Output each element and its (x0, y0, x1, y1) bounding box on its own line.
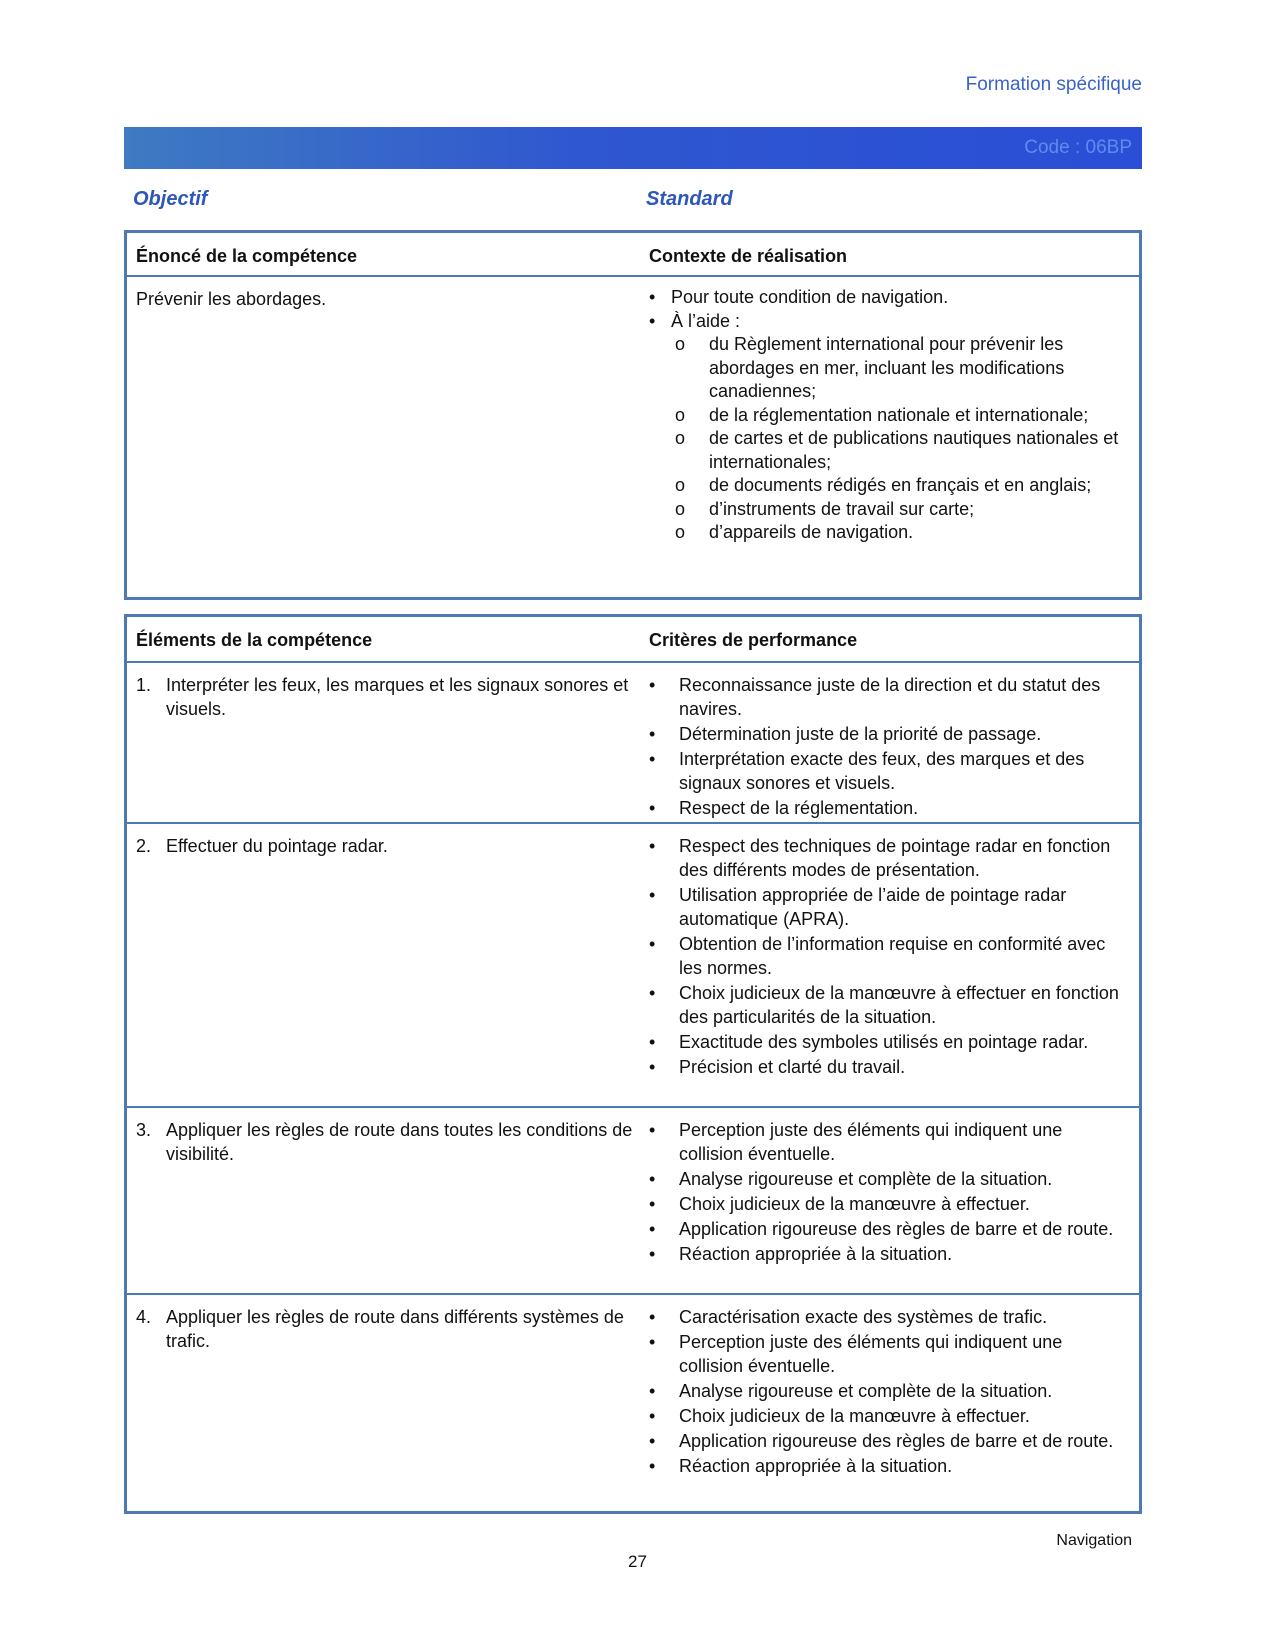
element-text (136, 1118, 636, 1166)
footer-section: Navigation (1056, 1532, 1132, 1549)
criterion-item: • Réaction appropriée à la situation. (649, 1242, 1127, 1266)
criterion-item: • Analyse rigoureuse et complète de la situation. (649, 1167, 1127, 1191)
context-item-label: À l’aide : (671, 311, 741, 331)
element-text (136, 1305, 636, 1353)
element-number: 2. (136, 836, 152, 856)
competency-statement: Prévenir les abordages. (136, 289, 327, 309)
criterion-item: • Choix judicieux de la manœuvre à effectuer. (649, 1192, 1127, 1216)
aid-item: o du Règlement international pour prévenir les abordages en mer, incluant les modifications canadiennes; (671, 333, 1127, 404)
criteria-list (649, 1118, 1127, 1266)
context-list (649, 285, 1127, 545)
context-item (649, 309, 1127, 333)
element-row (127, 824, 1139, 1108)
competency-body-row (127, 277, 1139, 597)
element-label: Appliquer les règles de route dans différents systèmes de trafic. (166, 1307, 624, 1351)
criterion-item: • Analyse rigoureuse et complète de la situation. (649, 1379, 1127, 1403)
criterion-item: • Choix judicieux de la manœuvre à effectuer en fonction des particularités de la situation. (649, 981, 1127, 1029)
competency-header-row (127, 233, 1139, 277)
elements-header: Éléments de la compétence (136, 630, 373, 650)
statement-header: Énoncé de la compétence (136, 246, 358, 266)
criterion-item: • Obtention de l’information requise en conformité avec les normes. (649, 932, 1127, 980)
criterion-item: • Perception juste des éléments qui indiquent une collision éventuelle. (649, 1118, 1127, 1166)
competency-box (124, 230, 1142, 600)
criterion-item: • Interprétation exacte des feux, des marques et des signaux sonores et visuels. (649, 747, 1127, 795)
aid-item: o de la réglementation nationale et internationale; (671, 404, 1127, 428)
criterion-item: • Choix judicieux de la manœuvre à effectuer. (649, 1404, 1127, 1428)
performance-header-row (127, 617, 1139, 663)
aid-item: o de cartes et de publications nautiques nationales et internationales; (671, 427, 1127, 474)
element-row (127, 1295, 1139, 1511)
criterion-item: • Exactitude des symboles utilisés en pointage radar. (649, 1030, 1127, 1054)
context-item: • Pour toute condition de navigation. (649, 285, 1127, 309)
criterion-item: • Application rigoureuse des règles de barre et de route. (649, 1429, 1127, 1453)
criterion-item: • Précision et clarté du travail. (649, 1055, 1127, 1079)
criterion-item: • Respect des techniques de pointage radar en fonction des différents modes de présentation. (649, 834, 1127, 882)
criteria-header: Critères de performance (649, 630, 858, 650)
criteria-list (649, 673, 1127, 820)
criterion-item: • Détermination juste de la priorité de passage. (649, 722, 1127, 746)
criterion-item: • Réaction appropriée à la situation. (649, 1454, 1127, 1478)
element-label: Interpréter les feux, les marques et les signaux sonores et visuels. (166, 675, 629, 719)
aid-item: o de documents rédigés en français et en anglais; (671, 474, 1127, 498)
element-number: 1. (136, 675, 152, 695)
element-number: 4. (136, 1307, 152, 1327)
criterion-item: • Reconnaissance juste de la direction et du statut des navires. (649, 673, 1127, 721)
criterion-item: • Respect de la réglementation. (649, 796, 1127, 820)
element-row (127, 663, 1139, 824)
criteria-list (649, 834, 1127, 1079)
course-code: Code : 06BP (1024, 137, 1132, 158)
aid-item: o d’instruments de travail sur carte; (671, 498, 1127, 522)
objectif-label: Objectif (133, 188, 208, 210)
element-text (136, 673, 636, 721)
code-banner (124, 127, 1142, 169)
criteria-list (649, 1305, 1127, 1478)
standard-label: Standard (646, 188, 733, 210)
element-row (127, 1108, 1139, 1295)
element-number: 3. (136, 1120, 152, 1140)
criterion-item: • Caractérisation exacte des systèmes de trafic. (649, 1305, 1127, 1329)
program-title: Formation spécifique (965, 74, 1142, 95)
criterion-item: • Application rigoureuse des règles de barre et de route. (649, 1217, 1127, 1241)
element-label: Effectuer du pointage radar. (166, 836, 388, 856)
criterion-item: • Utilisation appropriée de l’aide de pointage radar automatique (APRA). (649, 883, 1127, 931)
element-label: Appliquer les règles de route dans toutes les conditions de visibilité. (166, 1120, 633, 1164)
aid-item: o d’appareils de navigation. (671, 521, 1127, 545)
context-header: Contexte de réalisation (649, 246, 848, 266)
performance-box (124, 614, 1142, 1514)
page-number: 27 (628, 1552, 647, 1571)
element-text (136, 834, 636, 858)
criterion-item: • Perception juste des éléments qui indiquent une collision éventuelle. (649, 1330, 1127, 1378)
